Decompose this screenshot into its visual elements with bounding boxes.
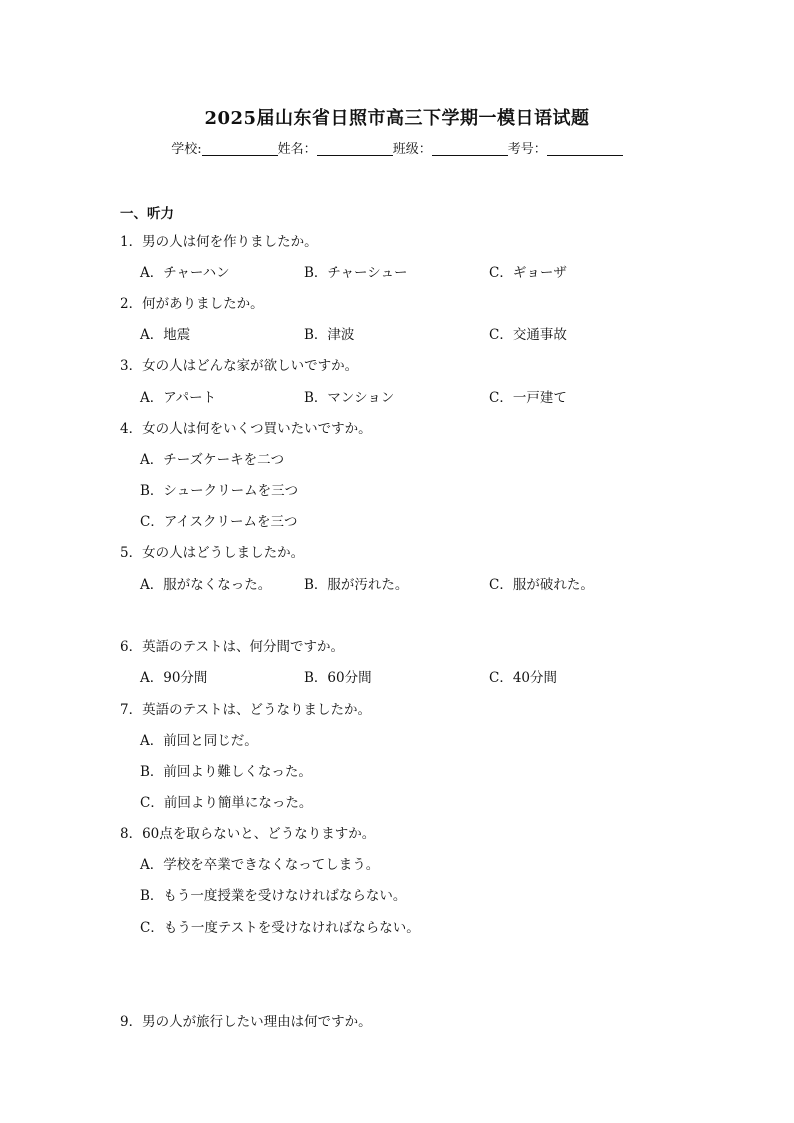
q3-option-a: A．アパート — [140, 390, 217, 406]
q6-option-a: A．90分間 — [140, 670, 208, 686]
student-info-line — [0, 138, 794, 157]
q4-option-a: A．チーズケーキを二つ — [140, 452, 285, 468]
q6-option-b: B．60分間 — [304, 670, 372, 686]
q5-option-a: A．服がなくなった。 — [140, 577, 272, 593]
q7-option-b: B．前回より難しくなった。 — [140, 764, 312, 780]
question-4: 4．女の人は何をいくつ買いたいですか。 — [120, 421, 372, 437]
question-5: 5．女の人はどうしましたか。 — [120, 545, 305, 561]
q7-option-a: A．前回と同じだ。 — [140, 733, 258, 749]
q8-option-a: A．学校を卒業できなくなってしまう。 — [140, 857, 380, 873]
class-label: 班级： — [392, 142, 432, 157]
question-2: 2．何がありましたか。 — [120, 296, 264, 312]
question-6: 6．英語のテストは、何分間ですか。 — [120, 639, 345, 655]
q2-option-c: C．交通事故 — [489, 327, 567, 343]
q2-option-b: B．津波 — [304, 327, 355, 343]
class-blank[interactable] — [432, 141, 508, 156]
question-9: 9．男の人が旅行したい理由は何ですか。 — [120, 1014, 372, 1030]
name-blank[interactable] — [317, 141, 393, 156]
q5-option-b: B．服が汚れた。 — [304, 577, 409, 593]
q3-option-c: C．一戸建て — [489, 390, 567, 406]
school-label: 学校: — [171, 142, 202, 157]
question-7: 7．英語のテストは、どうなりましたか。 — [120, 702, 372, 718]
q8-option-b: B．もう一度授業を受けなければならない。 — [140, 888, 407, 904]
q3-option-b: B．マンション — [304, 390, 395, 406]
exam-number-blank[interactable] — [547, 141, 623, 156]
question-3: 3．女の人はどんな家が欲しいですか。 — [120, 358, 359, 374]
q5-option-c: C．服が破れた。 — [489, 577, 594, 593]
q6-option-c: C．40分間 — [489, 670, 558, 686]
exam-number-label: 考号： — [507, 142, 547, 157]
q1-option-a: A．チャーハン — [140, 265, 230, 281]
q4-option-c: C．アイスクリームを三つ — [140, 514, 298, 530]
school-blank[interactable] — [202, 141, 278, 156]
page-title: 2025届山东省日照市高三下学期一模日语试题 — [204, 108, 590, 129]
name-label: 姓名： — [277, 142, 317, 157]
q1-option-c: C．ギョーザ — [489, 265, 567, 281]
q1-option-b: B．チャーシュー — [304, 265, 408, 281]
q2-option-a: A．地震 — [140, 327, 191, 343]
section-heading-listening: 一、听力 — [120, 206, 174, 222]
q7-option-c: C．前回より簡単になった。 — [140, 795, 313, 811]
question-8: 8．60点を取らないと、どうなりますか。 — [120, 826, 376, 842]
q4-option-b: B．シュークリームを三つ — [140, 483, 299, 499]
question-1: 1．男の人は何を作りましたか。 — [120, 234, 318, 250]
q8-option-c: C．もう一度テストを受けなければならない。 — [140, 920, 420, 936]
